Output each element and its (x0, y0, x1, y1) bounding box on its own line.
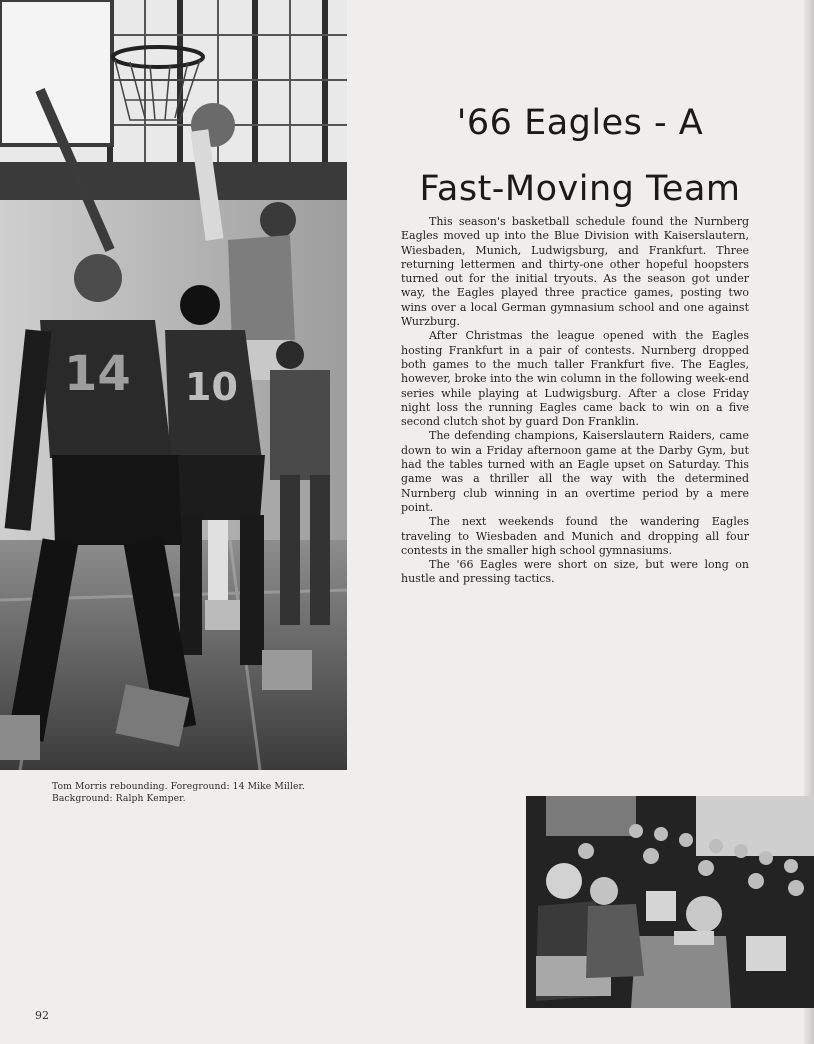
article-paragraph: The next weekends found the wandering Eagles traveling to Wiesbaden and Munich and dropping all four contests in the smaller high school gymnasiums. (401, 515, 749, 557)
page-number: 92 (35, 1009, 49, 1022)
page-title (380, 90, 780, 222)
article-paragraph: This season's basketball schedule found the Nurnberg Eagles moved up into the Blue Division with Kaiserslautern, Wiesbaden, Munich, Ludwigsburg, and Frankfurt. Three returning lettermen and thirty-one other hopeful hoopsters turned out for the initial tryouts. As the season got under way, the Eagles played three practice games, posting two wins over a local German gymnasium school and one against Wurzburg. (401, 215, 749, 329)
basketball-photo (0, 0, 347, 770)
basketball-photo-illustration (0, 0, 347, 770)
article-paragraph: After Christmas the league opened with the Eagles hosting Frankfurt in a pair of contests. Nurnberg dropped both games to the much taller Frankfurt five. The Eagles, however, broke into the win column in the following week-end series while playing at Ludwigsburg. After a close Friday night loss the running Eagles came back to win on a five second clutch shot by guard Don Franklin. (401, 329, 749, 429)
crowd-photo (526, 796, 814, 1008)
photo-caption: Tom Morris rebounding. Foreground: 14 Mike Miller. Background: Ralph Kemper. (52, 781, 306, 804)
article-paragraph: The '66 Eagles were short on size, but were long on hustle and pressing tactics. (401, 558, 749, 586)
title-line-1: '66 Eagles - A (456, 103, 704, 143)
jersey-number-14: 14 (64, 346, 131, 402)
title-line-2: Fast-Moving Team (419, 169, 741, 209)
article-paragraph: The defending champions, Kaiserslautern Raiders, came down to win a Friday afternoon game at the Darby Gym, but had the tables turned with an Eagle upset on Saturday. This game was a thriller all the way with the determined Nurnberg club winning in an overtime period by a mere point. (401, 429, 749, 514)
article-body (401, 215, 749, 587)
crowd-photo-illustration (526, 796, 814, 1008)
jersey-number-10: 10 (185, 365, 238, 409)
